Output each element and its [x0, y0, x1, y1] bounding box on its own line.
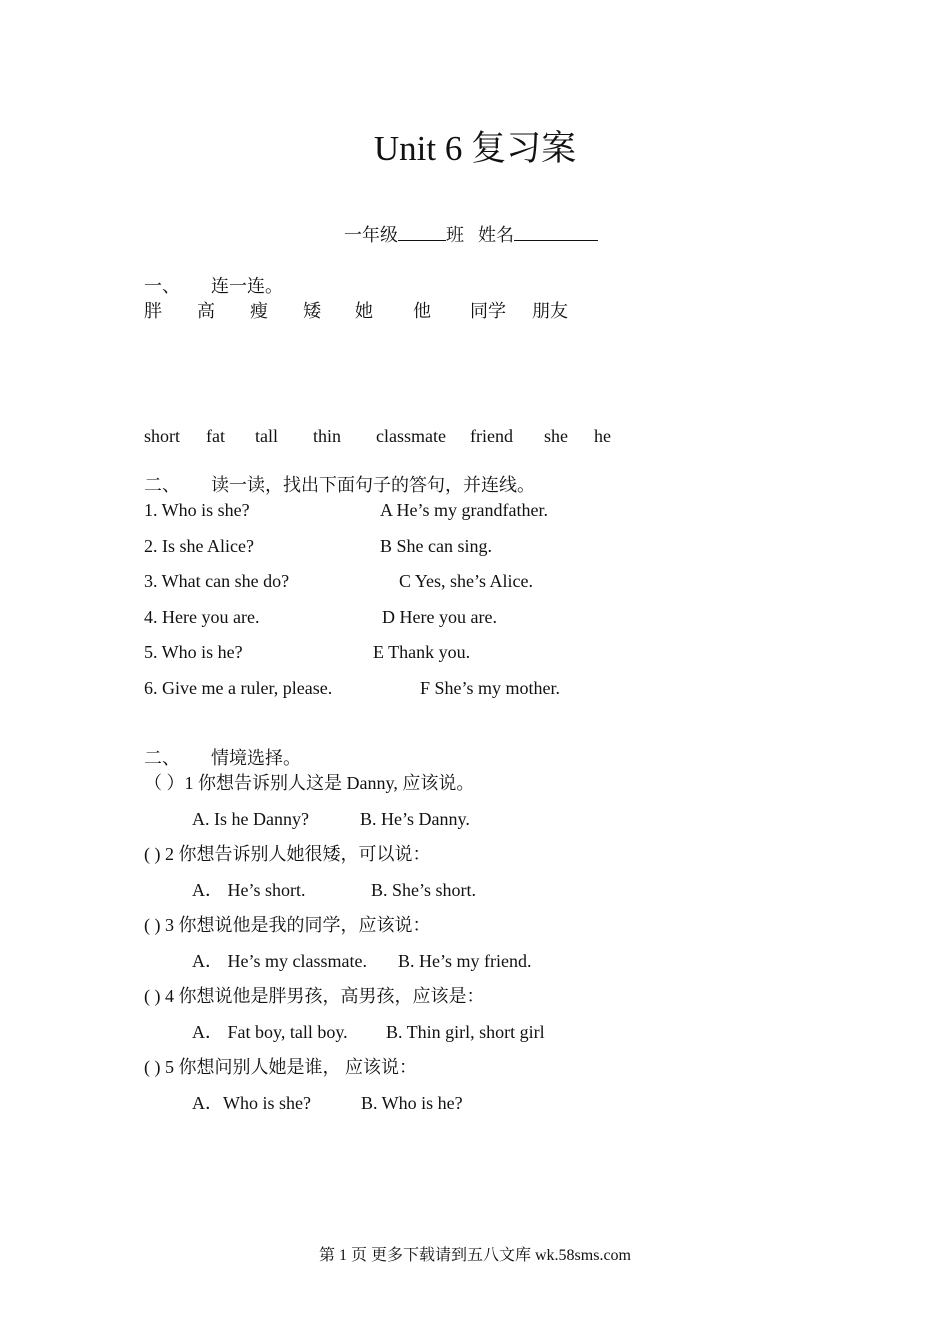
choice-prompt: （ ）1 你想告诉别人这是 Danny, 应该说。 [144, 773, 475, 793]
match-answer: C Yes, she’s Alice. [399, 571, 534, 591]
chinese-word: 瘦 [250, 301, 268, 321]
chinese-word: 他 [413, 301, 431, 321]
english-word: tall [255, 426, 278, 446]
choice-option-a: A． He’s short. [192, 880, 306, 900]
english-word: friend [470, 426, 513, 446]
chinese-word: 她 [355, 301, 373, 321]
match-question: 2. Is she Alice? [144, 536, 254, 556]
choice-option-b: B. She’s short. [371, 880, 477, 900]
choice-option-a: A． Fat boy, tall boy. [192, 1022, 348, 1042]
match-question: 1. Who is she? [144, 500, 250, 520]
match-answer: B She can sing. [380, 536, 492, 556]
class-blank [398, 224, 446, 241]
match-question: 3. What can she do? [144, 571, 290, 591]
grade-label: 一年级 [344, 225, 398, 245]
english-word: short [144, 426, 180, 446]
choice-option-b: B. He’s Danny. [360, 809, 470, 829]
choice-prompt: ( ) 4 你想说他是胖男孩，高男孩，应该是： [144, 986, 485, 1006]
page-title: Unit 6 复习案 [373, 129, 577, 168]
section3-number: 二、 [144, 748, 180, 768]
english-word: she [544, 426, 568, 446]
chinese-word: 同学 [470, 301, 506, 321]
name-label: 姓名 [478, 225, 514, 245]
chinese-word: 高 [197, 301, 215, 321]
chinese-word: 胖 [144, 301, 162, 321]
choice-option-a: A． He’s my classmate. [192, 951, 367, 971]
class-label: 班 [446, 225, 464, 245]
match-question: 5. Who is he? [144, 642, 243, 662]
choice-prompt: ( ) 5 你想问别人她是谁， 应该说： [144, 1057, 417, 1077]
name-blank [514, 224, 598, 241]
student-info-line [344, 224, 598, 246]
english-word: fat [206, 426, 225, 446]
match-answer: F She’s my mother. [420, 678, 561, 698]
match-answer: E Thank you. [373, 642, 471, 662]
match-question: 4. Here you are. [144, 607, 260, 627]
match-answer: D Here you are. [382, 607, 497, 627]
chinese-word: 矮 [303, 301, 321, 321]
match-question: 6. Give me a ruler, please. [144, 678, 333, 698]
english-word: classmate [376, 426, 446, 446]
chinese-word: 朋友 [532, 301, 568, 321]
choice-option-b: B. He’s my friend. [398, 951, 532, 971]
section2-number: 二、 [144, 475, 180, 495]
section1-title: 连一连。 [211, 276, 283, 296]
choice-prompt: ( ) 2 你想告诉别人她很矮，可以说： [144, 844, 431, 864]
section3-title: 情境选择。 [211, 748, 301, 768]
english-word: thin [313, 426, 342, 446]
choice-option-a: A. Is he Danny? [192, 809, 309, 829]
section1-number: 一、 [144, 276, 180, 296]
choice-option-b: B. Thin girl, short girl [386, 1022, 545, 1042]
choice-option-b: B. Who is he? [361, 1093, 463, 1113]
page-footer: 第 1 页 更多下载请到五八文库 wk.58sms.com [318, 1247, 631, 1264]
english-word: he [594, 426, 611, 446]
section2-title: 读一读，找出下面句子的答句，并连线。 [211, 475, 535, 495]
choice-option-a: A．Who is she? [192, 1093, 311, 1113]
match-answer: A He’s my grandfather. [380, 500, 548, 520]
choice-prompt: ( ) 3 你想说他是我的同学，应该说： [144, 915, 431, 935]
